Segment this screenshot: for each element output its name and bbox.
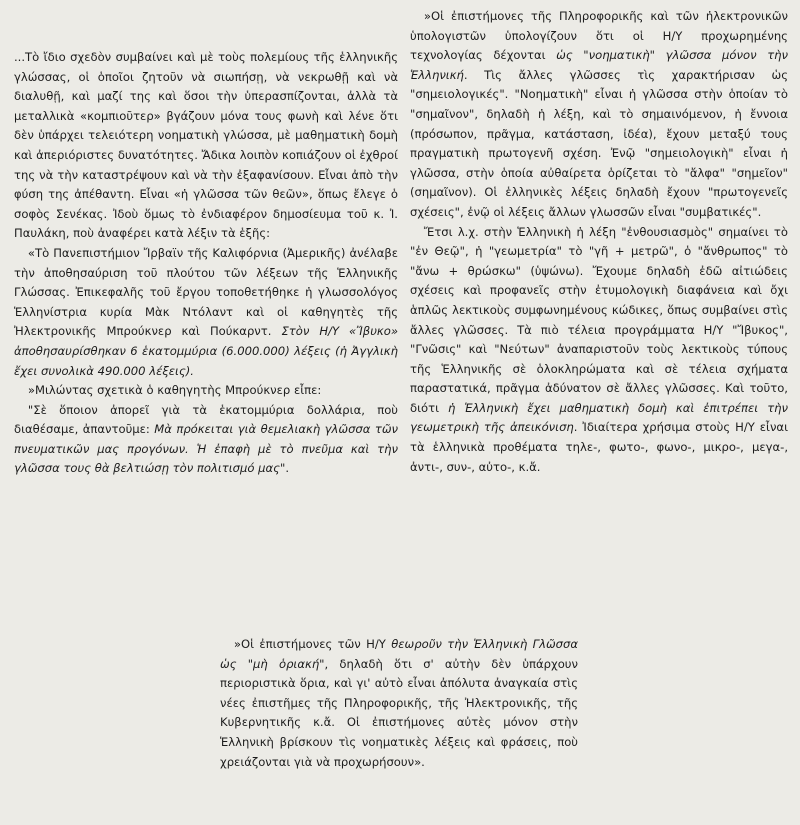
bottom-paragraph-text-b: , δηλαδὴ ὅτι σ' αὐτὴν δὲν ὑπάρχουν περιοριστικὰ ὅρια, καὶ γι' αὐτὸ εἶναι ἀπόλυτα ἀναγκαία στὶς νέες ἐπιστῆμες τῆς Πληροφορικῆς, τῆς Ἠλεκτρονικῆς, τῆς Κυβερνητικῆς κ.ἄ. Οἱ ἐπιστήμονες αὐτὲς μόνον στὴν Ἑλληνικὴ βρίσκουν τὶς νοηματικὲς λέξεις καὶ φράσεις, ποὺ χρειάζονται γιὰ νὰ προχωρήσουν». bbox=[220, 656, 578, 769]
right-paragraph-2-end: . Ἰδιαίτερα χρήσιμα στοὺς Η/Υ εἶναι τὰ ἑλληνικὰ προθέματα τηλε-, φωτο-, φωνο-, μικρο-, μεγα-, ἀντι-, συν-, αὐτο-, κ.ἄ. bbox=[410, 420, 788, 474]
bottom-paragraph-text-a: »Οἱ ἐπιστήμονες τῶν Η/Υ bbox=[233, 637, 392, 651]
right-paragraph-2 bbox=[410, 223, 788, 478]
left-paragraph-4-text: "Σὲ ὅποιον ἀπορεῖ γιὰ τὰ ἑκατομμύρια δολλάρια, ποὺ διαθέσαμε, ἀπαντοῦμε: bbox=[14, 402, 398, 437]
bottom-paragraph bbox=[220, 635, 578, 772]
left-paragraph-2 bbox=[14, 244, 398, 381]
right-paragraph-1-text-b: . Τὶς ἄλλες γλῶσσες τὶς χαρακτήρισαν ὡς "σημειολογικές". "Νοηματικὴ" εἶναι ἡ γλῶσσα στὴν ὁποίαν τὸ "σημαῖνον", δηλαδὴ ἡ λέξη, καὶ τὸ σημαινόμενον, ἡ ἔννοια (πρόσωπον, πρᾶγμα, κατάσταση, ἰδέα), ἔχουν μεταξύ τους πραγματικὴ πρωτογενῆ σχέση. Ἐνῷ "σημειολογικὴ" εἶναι ἡ γλῶσσα, στὴν ὁποία αὐθαίρετα ὁρίζεται τὸ "ἄλφα" "σημεῖον" (σημαῖνον). Οἱ ἑλληνικὲς λέξεις δηλαδὴ ἔχουν "πρωτογενεῖς σχέσεις", ἐνῷ οἱ λέξεις ἄλλων γλωσσῶν εἶναι "συμβατικές". bbox=[410, 67, 788, 219]
left-paragraph-2-emphasis: Στὸν Η/Υ «Ἴβυκο» ἀποθησαυρίσθηκαν 6 ἑκατομμύρια (6.000.000) λέξεις (ἡ Ἀγγλικὴ ἔχει συνολικὰ 490.000 λέξεις). bbox=[14, 324, 398, 378]
left-paragraph-4-emphasis: Μὰ πρόκειται γιὰ θεμελιακὴ γλῶσσα τῶν πνευματικῶν μας προγόνων. Ἡ ἐπαφὴ μὲ τὸ πνεῦμα καὶ τὴν γλῶσσα τους θὰ βελτιώσῃ τὸν πολιτισμό μας bbox=[14, 422, 399, 476]
right-column bbox=[410, 7, 788, 477]
right-paragraph-2-text: Ἔτσι λ.χ. στὴν Ἑλληνικὴ ἡ λέξη "ἐνθουσιασμὸς" σημαίνει τὸ "ἐν Θεῷ", ἡ "γεωμετρία" τὸ "γῆ + μετρῶ", ὁ "ἄνθρωπος" τὸ "ἄνω + θρώσκω" (ὑψώνω). Ἔχουμε δηλαδὴ ἐδῶ αἰτιώδεις σχέσεις καὶ προφανεῖς στὴν ἐτυμολογικὴ διαφάνεια καὶ ὄχι ἁπλῶς λεκτικοὺς συμφωνημένους κώδικες, ὅπως συμβαίνει στὶς ἄλλες γλῶσσες. Τὰ πιὸ τέλεια προγράμματα Η/Υ "Ἴβυκος", "Γνῶσις" καὶ "Νεύτων" ἀναπαριστοῦν τοὺς λεκτικοὺς τύπους τῆς Ἑλληνικῆς σὲ ὁλοκληρώματα καὶ σὲ τέλεια σχήματα παραστατικά, πρᾶγμα ἀδύνατον σὲ ἄλλες γλῶσσες. Καὶ τοῦτο, διότι bbox=[410, 224, 788, 415]
left-paragraph-4 bbox=[14, 401, 398, 479]
bottom-block bbox=[220, 635, 578, 772]
left-column bbox=[14, 48, 398, 479]
left-paragraph-4-end: ". bbox=[280, 461, 290, 476]
left-paragraph-1: ...Τὸ ἴδιο σχεδὸν συμβαίνει καὶ μὲ τοὺς πολεμίους τῆς ἑλληνικῆς γλώσσας, οἱ ὁποῖοι ζητοῦν νὰ σιωπήσῃ, νὰ νεκρωθῇ καὶ νὰ διαλυθῇ, καὶ μαζί της καὶ ὅσοι τὴν ὑπερασπίζονται, ἀλλὰ τὰ μεταλλικὰ «κομπιοῦτερ» βγάζουν μόνα τους φωνὴ καὶ λένε ὅτι δὲν ὑπάρχει τελειότερη νοηματικὴ γλώσσα, μὲ μαθηματικὴ δομὴ καὶ ἀπεριόριστες δυνατότητες. Ἄδικα λοιπὸν κοπιάζουν οἱ ἐχθροί της νὰ τὴν καταστρέψουν καὶ νὰ τὴν ἐξαφανίσουν. Εἶναι ἀπὸ τὴν φύση της ἀπέθαντη. Εἶναι «ἡ γλῶσσα τῶν θεῶν», ὅπως ἔλεγε ὁ σοφὸς Σενέκας. Ἰδοὺ ὅμως τὸ ἐνδιαφέρον δημοσίευμα τοῦ κ. Ἰ. Παυλάκη, ποὺ ἀναφέρει κατὰ λέξιν τὰ ἑξῆς: bbox=[14, 50, 398, 241]
left-paragraph-2-text: «Τὸ Πανεπιστήμιον Ἴρβαϊν τῆς Καλιφόρνια (Ἀμερικῆς) ἀνέλαβε τὴν ἀποθησαύριση τοῦ πλούτου τῶν λέξεων τῆς Ἑλληνικῆς Γλώσσας. Ἐπικεφαλῆς τοῦ ἔργου τοποθετήθηκε ἡ γλωσσολόγος Ἑλληνίστρια κυρία Μὰκ Ντόλαντ καὶ οἱ καθηγητὲς τῆς Ἠλεκτρονικῆς Μπρούκνερ καὶ Πούκαρντ. bbox=[14, 245, 398, 339]
right-paragraph-1-emphasis: ὡς "νοηματικὴ" γλῶσσα μόνον τὴν Ἑλληνική bbox=[410, 48, 788, 82]
right-paragraph-1-text-a: »Οἱ ἐπιστήμονες τῆς Πληροφορικῆς καὶ τῶν ἠλεκτρονικῶν ὑπολογιστῶν ὑπολογίζουν ὅτι οἱ Η/Υ προχωρημένης τεχνολογίας δέχονται bbox=[410, 9, 788, 63]
right-paragraph-2-emphasis: ἡ Ἑλληνικὴ ἔχει μαθηματικὴ δομὴ καὶ ἐπιτρέπει τὴν γεωμετρικὴ τῆς ἀπεικόνιση bbox=[410, 400, 789, 435]
bottom-paragraph-emphasis: θεωροῦν τὴν Ἑλληνικὴ Γλῶσσα ὡς "μὴ ὁριακή" bbox=[220, 637, 579, 671]
right-paragraph-1 bbox=[410, 7, 788, 223]
left-paragraph-3: »Μιλώντας σχετικὰ ὁ καθηγητὴς Μπρούκνερ εἶπε: bbox=[27, 383, 322, 398]
